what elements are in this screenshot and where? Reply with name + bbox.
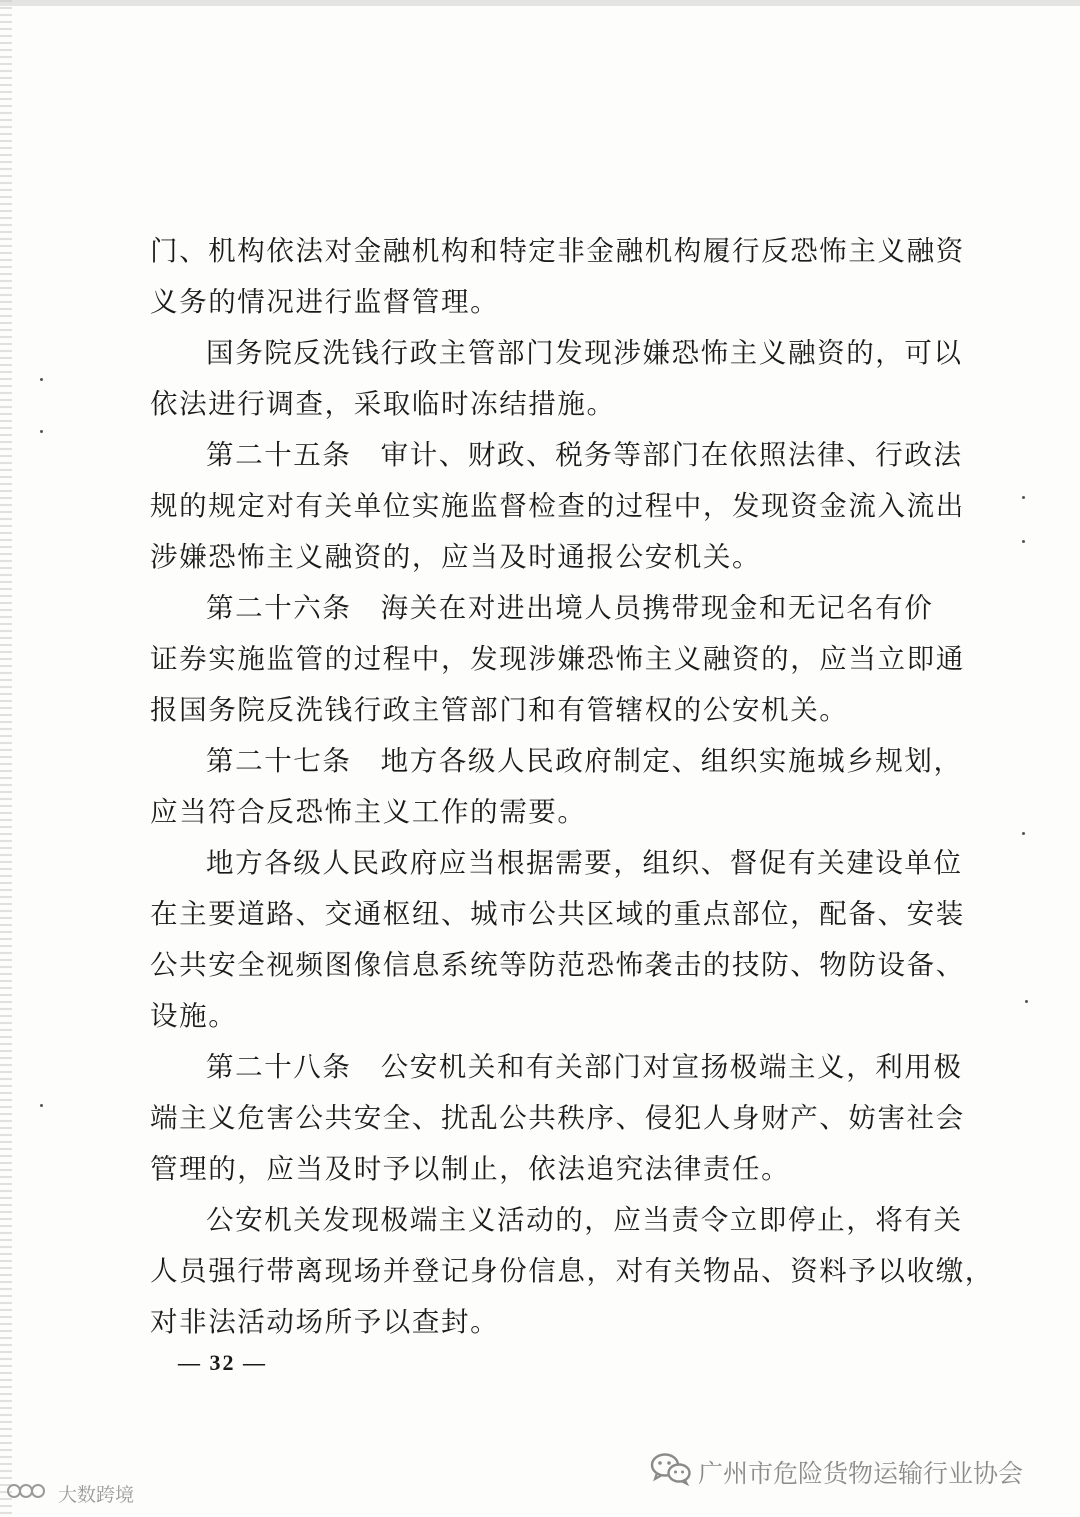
article-26-heading-line: 第二十六条 海关在对进出境人员携带现金和无记名有价 [206,592,934,624]
text-line: 涉嫌恐怖主义融资的，应当及时通报公安机关。 [150,541,762,573]
text-line: 门、机构依法对金融机构和特定非金融机构履行反恐怖主义融资 [150,235,965,267]
scan-speck [1022,540,1025,543]
article-27-heading-line: 第二十七条 地方各级人民政府制定、组织实施城乡规划， [206,745,963,777]
scan-edge-top [0,0,1080,6]
text-line: 义务的情况进行监督管理。 [150,286,500,318]
scan-speck [1022,496,1025,499]
text-line: 对非法活动场所予以查封。 [150,1306,500,1338]
scan-speck [1025,1000,1028,1003]
text-line: 报国务院反洗钱行政主管部门和有管辖权的公安机关。 [150,694,849,726]
text-line: 人员强行带离现场并登记身份信息，对有关物品、资料予以收缴， [150,1255,994,1287]
article-28-heading-line: 第二十八条 公安机关和有关部门对宣扬极端主义，利用极 [206,1051,963,1083]
scan-speck [40,430,43,433]
text-line: 设施。 [150,1000,238,1032]
source-watermark [6,1478,134,1508]
scan-speck [40,378,43,381]
scan-speck [40,1104,43,1107]
logo-mark-icon [6,1478,54,1509]
text-line: 地方各级人民政府应当根据需要，组织、督促有关建设单位 [206,847,963,879]
text-line: 在主要道路、交通枢纽、城市公共区域的重点部位，配备、安装 [150,898,965,930]
scan-speck [1022,832,1025,835]
text-line: 公共安全视频图像信息系统等防范恐怖袭击的技防、物防设备、 [150,949,965,981]
text-line: 依法进行调查，采取临时冻结措施。 [150,388,616,420]
text-line: 规的规定对有关单位实施监督检查的过程中，发现资金流入流出 [150,490,965,522]
text-line: 端主义危害公共安全、扰乱公共秩序、侵犯人身财产、妨害社会 [150,1102,965,1134]
text-line: 管理的，应当及时予以制止，依法追究法律责任。 [150,1153,791,1185]
text-line: 证券实施监管的过程中，发现涉嫌恐怖主义融资的，应当立即通 [150,643,965,675]
article-25-heading-line: 第二十五条 审计、财政、税务等部门在依照法律、行政法 [206,439,963,471]
watermark-account-name: 广州市危险货物运输行业协会 [698,1459,1024,1488]
text-line: 应当符合反恐怖主义工作的需要。 [150,796,587,828]
wechat-icon [650,1452,692,1492]
text-line: 国务院反洗钱行政主管部门发现涉嫌恐怖主义融资的，可以 [206,337,963,369]
text-line: 公安机关发现极端主义活动的，应当责令立即停止，将有关 [206,1204,963,1236]
watermark-brand-text: 大数跨境 [58,1483,135,1506]
wechat-watermark [650,1452,1023,1492]
page-number: — 32 — [178,1350,267,1375]
document-body [150,226,994,1348]
scan-edge-left [0,0,12,1517]
